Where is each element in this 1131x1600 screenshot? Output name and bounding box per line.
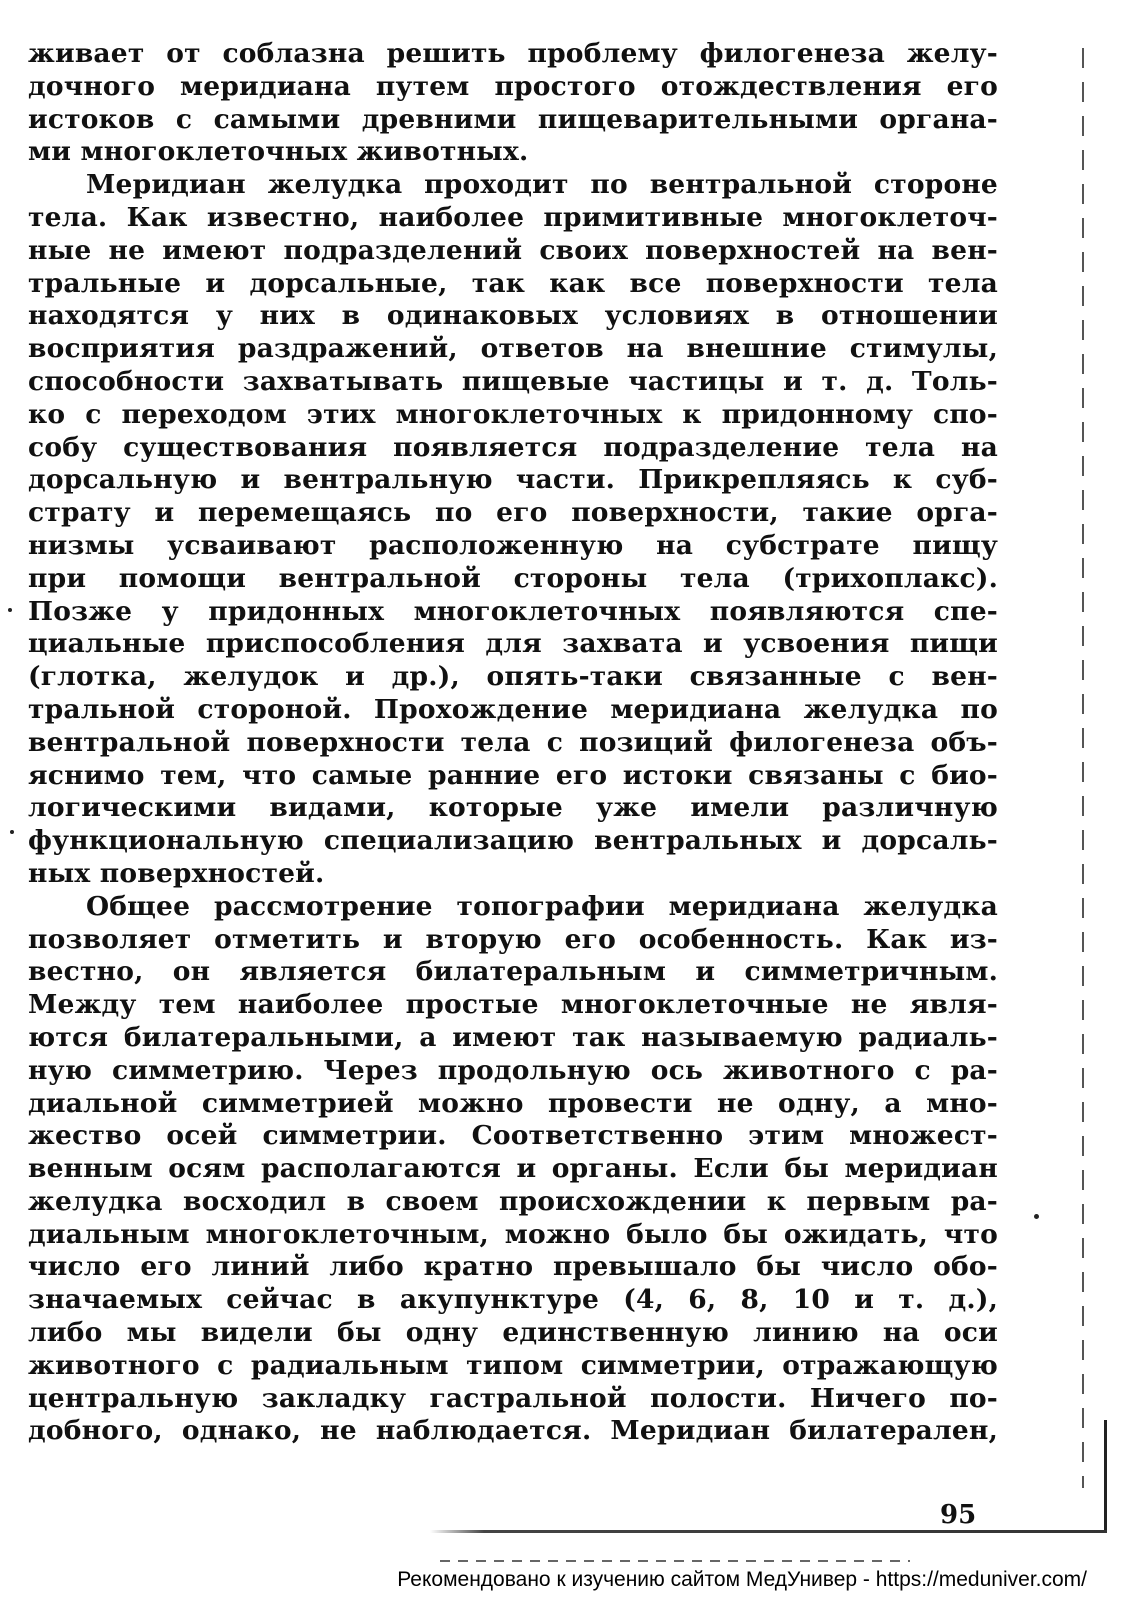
- text-line: диальной симметрией можно провести не одну, а мно-: [28, 1087, 998, 1119]
- text-line: число его линий либо кратно превышало бы число обо-: [28, 1251, 998, 1283]
- text-line: низмы усваивают расположенную на субстрате пищу: [28, 529, 998, 561]
- text-line: находятся у них в одинаковых условиях в отношении: [28, 300, 998, 332]
- text-line: дочного меридиана путем простого отождествления его: [28, 70, 998, 102]
- text-line: ются билатеральными, а имеют так называемую радиаль-: [28, 1021, 998, 1053]
- text-line: Между тем наиболее простые многоклеточные не явля-: [28, 989, 998, 1021]
- text-line: яснимо тем, что самые ранние его истоки связаны с био-: [28, 759, 998, 791]
- scan-speck: [1034, 1214, 1039, 1219]
- text-line: ми многоклеточных животных.: [28, 136, 529, 168]
- margin-scan-rule: [1082, 48, 1084, 1488]
- text-line: (глотка, желудок и др.), опять-таки связанные с вен-: [28, 661, 998, 693]
- text-line: вестно, он является билатеральным и симметричным.: [28, 956, 998, 988]
- text-line: добного, однако, не наблюдается. Меридиан билатерален,: [28, 1415, 998, 1447]
- text-line: страту и перемещаясь по его поверхности, такие орга-: [28, 497, 998, 529]
- text-line: живает от соблазна решить проблему филогенеза желу-: [28, 38, 998, 69]
- text-line: позволяет отметить и вторую его особенность. Как из-: [28, 923, 998, 955]
- text-line: значаемых сейчас в акупунктуре (4, 6, 8, 10 и т. д.),: [28, 1284, 998, 1316]
- footer-recommendation: Рекомендовано к изучению сайтом МедУнивер - https://meduniver.com/: [397, 1568, 1087, 1591]
- body-text: [28, 38, 998, 1448]
- paragraph-start-line: Меридиан желудка проходит по вентральной стороне: [86, 169, 998, 201]
- text-line: ко с переходом этих многоклеточных к придонному спо-: [28, 398, 998, 430]
- paragraph-start-line: Общее рассмотрение топографии меридиана желудка: [86, 890, 998, 922]
- text-line: животного с радиальным типом симметрии, отражающую: [28, 1349, 998, 1381]
- text-line: дорсальную и вентральную части. Прикрепляясь к суб-: [28, 464, 998, 496]
- text-line: тральной стороной. Прохождение меридиана желудка по: [28, 693, 998, 725]
- text-line: тела. Как известно, наиболее примитивные многоклеточ-: [28, 201, 998, 233]
- text-line: циальные приспособления для захвата и усвоения пищи: [28, 628, 998, 660]
- text-line: ные не имеют подразделений своих поверхностей на вен-: [28, 234, 998, 266]
- text-line: функциональную специализацию вентральных и дорсаль-: [28, 825, 998, 857]
- text-line: ную симметрию. Через продольную ось животного с ра-: [28, 1054, 998, 1086]
- text-line: собу существования появляется подразделение тела на: [28, 431, 998, 463]
- text-line: способности захватывать пищевые частицы и т. д. Толь-: [28, 365, 998, 397]
- text-line: диальным многоклеточным, можно было бы ожидать, что: [28, 1218, 998, 1250]
- scan-speck: [10, 830, 14, 834]
- text-line: тральные и дорсальные, так как все поверхности тела: [28, 267, 998, 299]
- text-line: либо мы видели бы одну единственную линию на оси: [28, 1317, 998, 1349]
- text-line: Позже у придонных многоклеточных появляются спе-: [28, 595, 998, 627]
- page-edge-horizontal: [430, 1530, 1107, 1533]
- text-line: центральную закладку гастральной полости. Ничего по-: [28, 1382, 998, 1414]
- text-line: логическими видами, которые уже имели различную: [28, 792, 998, 824]
- scan-speck: [8, 608, 12, 612]
- text-line: при помощи вентральной стороны тела (трихоплакс).: [28, 562, 998, 594]
- text-line: восприятия раздражений, ответов на внешние стимулы,: [28, 333, 998, 365]
- text-line: желудка восходил в своем происхождении к первым ра-: [28, 1185, 998, 1217]
- text-line: истоков с самыми древними пищеварительными органа-: [28, 103, 998, 135]
- text-line: ных поверхностей.: [28, 857, 325, 889]
- page-edge-vertical: [1104, 1420, 1107, 1530]
- page-number: 95: [940, 1500, 977, 1530]
- text-line: жество осей симметрии. Соответственно этим множест-: [28, 1120, 998, 1152]
- scan-artifact-line: [440, 1560, 910, 1562]
- text-line: вентральной поверхности тела с позиций филогенеза объ-: [28, 726, 998, 758]
- text-line: венным осям располагаются и органы. Если бы меридиан: [28, 1153, 998, 1185]
